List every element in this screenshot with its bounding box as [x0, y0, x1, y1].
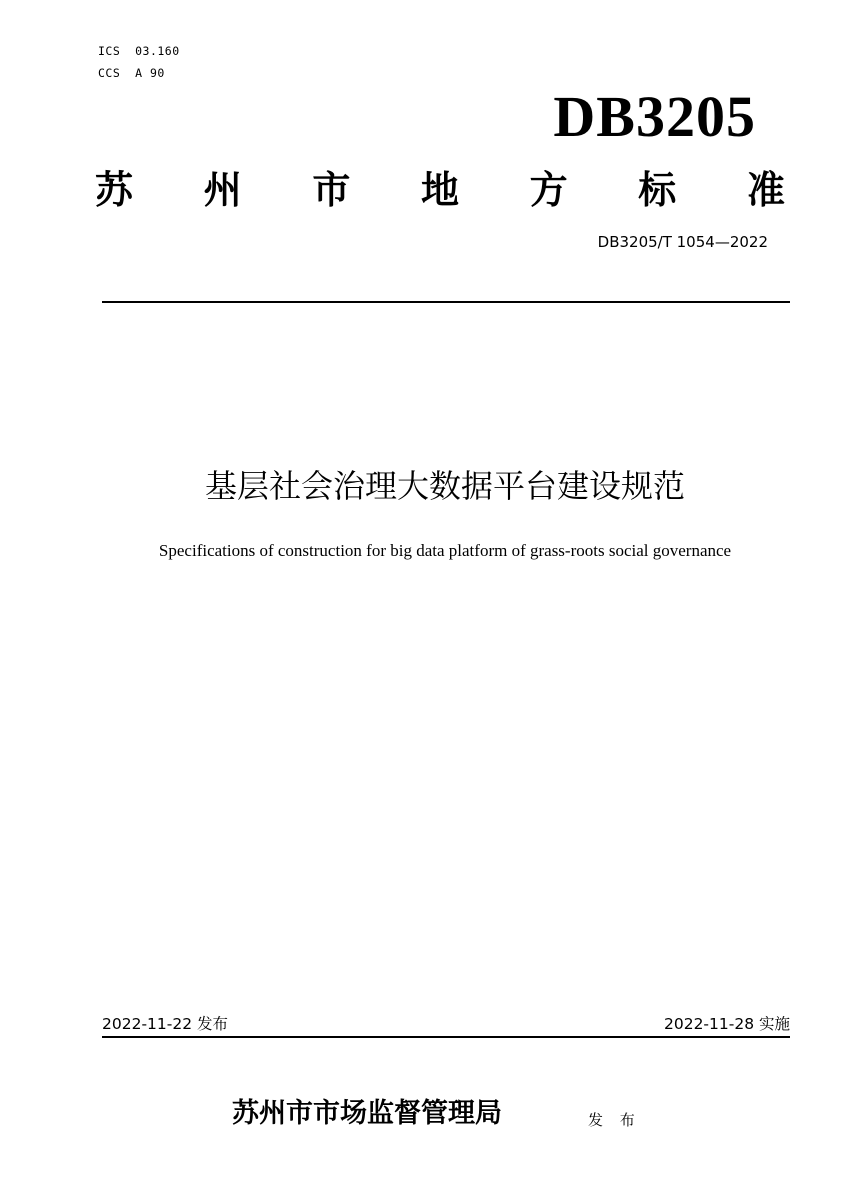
document-title-english: Specifications of construction for big data platform of grass-roots social governance — [158, 541, 732, 560]
document-title-chinese: 基层社会治理大数据平台建设规范 — [204, 467, 685, 505]
standard-type-title — [95, 160, 785, 212]
standard-number: DB3205/T 1054—2022 — [597, 233, 768, 251]
standard-type-char: 准 — [746, 169, 785, 212]
standard-code-heading: DB3205 — [553, 84, 756, 149]
ics-code: ICS 03.160 — [98, 44, 180, 58]
top-divider — [102, 301, 790, 303]
standard-type-char: 方 — [529, 169, 568, 212]
standard-type-char: 地 — [420, 169, 459, 212]
issuing-authority: 苏州市市场监督管理局 — [232, 1098, 502, 1129]
standard-type-char: 标 — [638, 169, 677, 212]
standard-type-char: 市 — [312, 169, 351, 212]
issue-label: 发 布 — [588, 1111, 641, 1129]
standard-type-char: 州 — [203, 169, 242, 212]
standard-type-char: 苏 — [95, 169, 134, 212]
bottom-divider — [102, 1036, 790, 1038]
implement-date: 2022-11-28 实施 — [663, 1015, 790, 1033]
ccs-code: CCS A 90 — [98, 66, 165, 80]
publish-date: 2022-11-22 发布 — [102, 1015, 229, 1033]
